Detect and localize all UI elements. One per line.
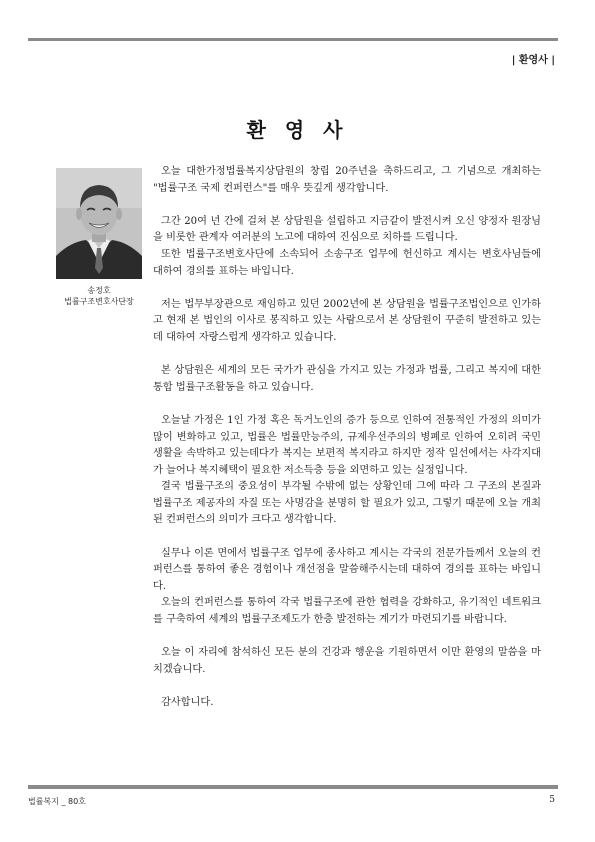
paragraph: 본 상담원은 세계의 모든 국가가 관심을 가지고 있는 가정과 법률, 그리고 복지에 대한 통합 법률구조활동을 하고 있습니다. <box>153 365 541 393</box>
speech-body <box>153 164 541 712</box>
paragraph: 오늘의 컨퍼런스를 통하여 각국 법률구조에 관한 협력을 강화하고, 유기적인 네트워크를 구축하여 세계의 법률구조제도가 한층 발전하는 계기가 마련되기를 바랍니다. <box>153 597 541 626</box>
page-number: 5 <box>549 795 555 805</box>
closing-line: 감사합니다. <box>161 697 214 708</box>
paragraph: 또한 법률구조변호사단에 소속되어 소송구조 업무에 헌신하고 계시는 변호사님들에 대하여 경의를 표하는 바입니다. <box>153 248 541 277</box>
paragraph: 결국 법률구조의 중요성이 부각될 수밖에 없는 상황인데 그에 따라 그 구조의 본질과 법률구조 제공자의 자질 또는 사명감을 분명히 할 필요가 있고, 그렇기 때문에 오늘 개최된 컨퍼런스의 의미가 크다고 생각합니다. <box>153 481 541 526</box>
footer-rule <box>28 785 558 789</box>
section-label: | 환영사 | <box>511 55 555 66</box>
header-rule <box>28 38 558 41</box>
speaker-portrait-icon <box>56 168 142 279</box>
speaker-name: 송정호 <box>87 286 111 295</box>
speaker-role: 법률구조변호사단장 <box>64 297 134 306</box>
page-title: 환 영 사 <box>246 118 349 142</box>
paragraph: 저는 법무부장관으로 재임하고 있던 2002년에 본 상담원을 법률구조법인으로 인가하고 현재 본 법인의 이사로 봉직하고 있는 사람으로서 본 상담원이 꾸준히 발전하고 있는데 대하여 자랑스럽게 생각하고 있습니다. <box>153 298 541 343</box>
paragraph: 실무나 이론 면에서 법률구조 업무에 종사하고 계시는 각국의 전문가들께서 오늘의 컨퍼런스를 통하여 좋은 경험이나 개선점을 말씀해주시는데 대하여 경의를 표하는 바입니다. <box>153 547 541 592</box>
paragraph: 오늘 이 자리에 참석하신 모든 분의 건강과 행운을 기원하면서 이만 환영의 말씀을 마치겠습니다. <box>153 647 541 675</box>
paragraph: 그간 20여 년 간에 걸쳐 본 상담원을 설립하고 지금같이 발전시켜 오신 양정자 원장님을 비롯한 관계자 여러분의 노고에 대하여 진심으로 치하를 드립니다. <box>153 215 541 244</box>
paragraph: 오늘 대한가정법률복지상담원의 창립 20주년을 축하드리고, 그 기념으로 개최하는 "법률구조 국제 컨퍼런스"를 매우 뜻깊게 생각합니다. <box>153 166 541 194</box>
publication-label: 법률복지 _ 80호 <box>28 797 86 806</box>
paragraph: 오늘날 가정은 1인 가정 혹은 독거노인의 증가 등으로 인하여 전통적인 가정의 의미가 많이 변화하고 있고, 법률은 법률만능주의, 규제우선주의의 병폐로 인하여 오히려 국민 생활을 속박하고 있는데다가 복지는 보편적 복지라고 하지만 정작 일선에서는 사각지대가 늘어나 복지혜택이 필요한 저소득층 등을 외면하고 있는 실정입니다. <box>153 414 541 476</box>
speaker-photo <box>56 168 142 279</box>
